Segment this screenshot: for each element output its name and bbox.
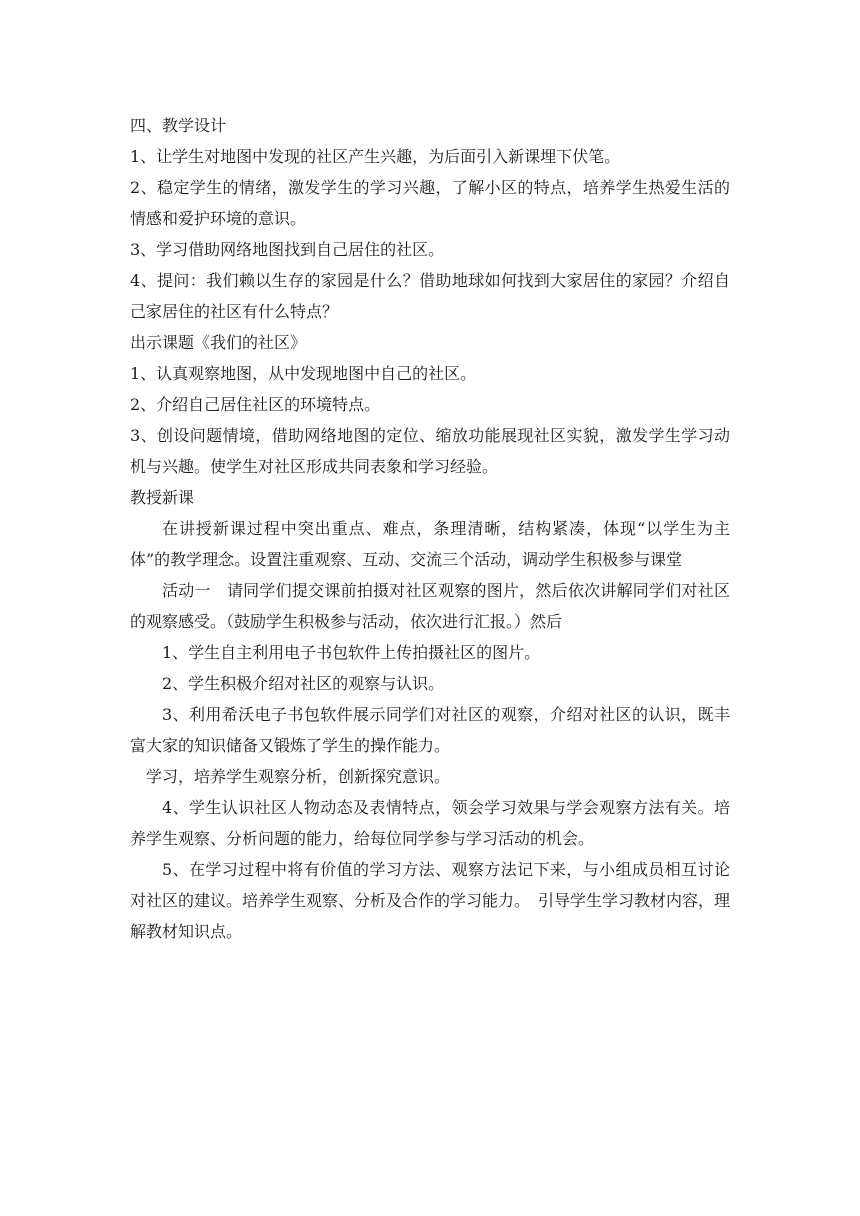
paragraph: 1、让学生对地图中发现的社区产生兴趣，为后面引入新课埋下伏笔。 [130, 147, 621, 166]
section-heading: 四、教学设计 [130, 116, 227, 135]
paragraph: 5、在学习过程中将有价值的学习方法、观察方法记下来，与小组成员相互讨论对社区的建议。培养学生观察、分析及合作的学习能力。 引导学生学习教材内容，理解教材知识点。 [130, 860, 731, 941]
subsection-heading: 教授新课 [130, 488, 195, 507]
lesson-title-line: 出示课题《我们的社区》 [130, 333, 307, 352]
paragraph: 2、稳定学生的情绪，激发学生的学习兴趣，了解小区的特点，培养学生热爱生活的情感和爱护环境的意识。 [130, 178, 730, 228]
paragraph: 学习，培养学生观察分析，创新探究意识。 [146, 767, 451, 786]
paragraph: 3、学习借助网络地图找到自己居住的社区。 [130, 240, 445, 259]
paragraph: 2、介绍自己居住社区的环境特点。 [130, 395, 381, 414]
paragraph: 4、提问：我们赖以生存的家园是什么？借助地球如何找到大家居住的家园？介绍自己家居住的社区有什么特点？ [130, 271, 730, 321]
paragraph: 活动一 请同学们提交课前拍摄对社区观察的图片，然后依次讲解同学们对社区的观察感受。（鼓励学生积极参与活动，依次进行汇报。）然后 [130, 581, 730, 631]
paragraph: 1、认真观察地图，从中发现地图中自己的社区。 [130, 364, 477, 383]
paragraph: 3、利用希沃电子书包软件展示同学们对社区的观察，介绍对社区的认识，既丰富大家的知识储备又锻炼了学生的操作能力。 [130, 705, 730, 755]
paragraph: 在讲授新课过程中突出重点、难点，条理清晰，结构紧凑，体现“以学生为主体”的教学理念。设置注重观察、互动、交流三个活动，调动学生积极参与课堂 [130, 519, 730, 569]
paragraph: 2、学生积极介绍对社区的观察与认识。 [162, 674, 445, 693]
paragraph: 3、创设问题情境，借助网络地图的定位、缩放功能展现社区实貌，激发学生学习动机与兴趣。使学生对社区形成共同表象和学习经验。 [130, 426, 730, 476]
document-page [130, 110, 730, 947]
paragraph: 4、学生认识社区人物动态及表情特点，领会学习效果与学会观察方法有关。培养学生观察、分析问题的能力，给每位同学参与学习活动的机会。 [130, 798, 730, 848]
paragraph: 1、学生自主利用电子书包软件上传拍摄社区的图片。 [162, 643, 541, 662]
